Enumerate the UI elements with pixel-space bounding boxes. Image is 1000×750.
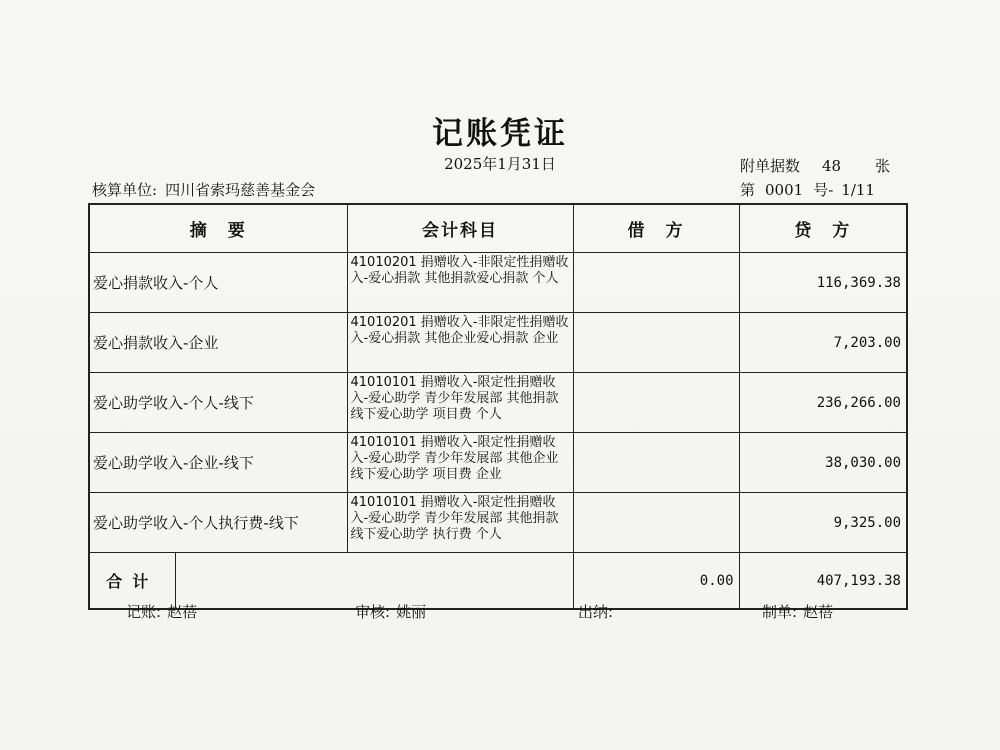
row-subject: 41010101 捐赠收入-限定性捐赠收入-爱心助学 青少年发展部 其他捐款 线下爱心助学 项目费 个人 (347, 373, 573, 433)
voucher-title: 记账凭证 (432, 116, 568, 152)
column-header-summary: 摘 要 (89, 204, 347, 253)
row-credit: 38,030.00 (739, 433, 907, 493)
footer-reviewer (355, 601, 426, 622)
row-debit (573, 433, 739, 493)
table-row (89, 313, 907, 373)
cashier-label: 出纳: (578, 603, 614, 621)
footer-bookkeeper (126, 601, 197, 622)
accounting-unit-name: 四川省索玛慈善基金会 (165, 181, 316, 199)
bookkeeper-name: 赵蓓 (167, 603, 198, 621)
reviewer-name: 姚丽 (396, 603, 427, 621)
maker-name: 赵蓓 (803, 603, 834, 621)
row-subject: 41010101 捐赠收入-限定性捐赠收入-爱心助学 青少年发展部 其他捐款 线下爱心助学 执行费 个人 (347, 493, 573, 553)
table-row (89, 493, 907, 553)
row-summary: 爱心助学收入-个人-线下 (89, 373, 347, 433)
table-row (89, 373, 907, 433)
maker-label: 制单: (762, 603, 798, 621)
row-subject: 41010101 捐赠收入-限定性捐赠收入-爱心助学 青少年发展部 其他企业 线下爱心助学 项目费 企业 (347, 433, 573, 493)
table-header-row (89, 204, 907, 253)
row-debit (573, 313, 739, 373)
row-summary: 爱心助学收入-个人执行费-线下 (89, 493, 347, 553)
column-header-subject: 会计科目 (347, 204, 573, 253)
column-header-credit: 贷 方 (739, 204, 907, 253)
row-subject: 41010201 捐赠收入-非限定性捐赠收入-爱心捐款 其他捐款爱心捐款 个人 (347, 253, 573, 313)
footer-cashier (578, 601, 619, 622)
voucher-number: 0001 (765, 181, 804, 199)
table-row (89, 253, 907, 313)
row-debit (573, 373, 739, 433)
attachments-info (740, 155, 890, 176)
attachments-unit: 张 (875, 157, 891, 175)
bookkeeper-label: 记账: (126, 603, 162, 621)
row-credit: 7,203.00 (739, 313, 907, 373)
row-summary: 爱心捐款收入-个人 (89, 253, 347, 313)
row-credit: 9,325.00 (739, 493, 907, 553)
row-debit (573, 253, 739, 313)
voucher-suffix: 号- (813, 181, 834, 199)
accounting-unit-label: 核算单位: (92, 181, 158, 199)
accounting-unit (92, 179, 315, 200)
row-debit (573, 493, 739, 553)
row-subject: 41010201 捐赠收入-非限定性捐赠收入-爱心捐款 其他企业爱心捐款 企业 (347, 313, 573, 373)
column-header-debit: 借 方 (573, 204, 739, 253)
row-summary: 爱心助学收入-企业-线下 (89, 433, 347, 493)
table-row (89, 433, 907, 493)
reviewer-label: 审核: (355, 603, 391, 621)
voucher-prefix: 第 (740, 181, 756, 199)
row-summary: 爱心捐款收入-企业 (89, 313, 347, 373)
total-debit: 0.00 (573, 553, 739, 610)
total-credit: 407,193.38 (739, 553, 907, 610)
voucher-date: 2025年1月31日 (444, 155, 556, 173)
attachments-label: 附单据数 (740, 157, 801, 175)
attachments-count: 48 (822, 157, 842, 175)
row-credit: 236,266.00 (739, 373, 907, 433)
footer-maker (762, 601, 833, 622)
voucher-table (88, 203, 908, 610)
row-credit: 116,369.38 (739, 253, 907, 313)
voucher-page-count: 1/11 (841, 181, 875, 199)
voucher-number-line (740, 179, 875, 200)
total-label: 合计 (89, 553, 175, 610)
